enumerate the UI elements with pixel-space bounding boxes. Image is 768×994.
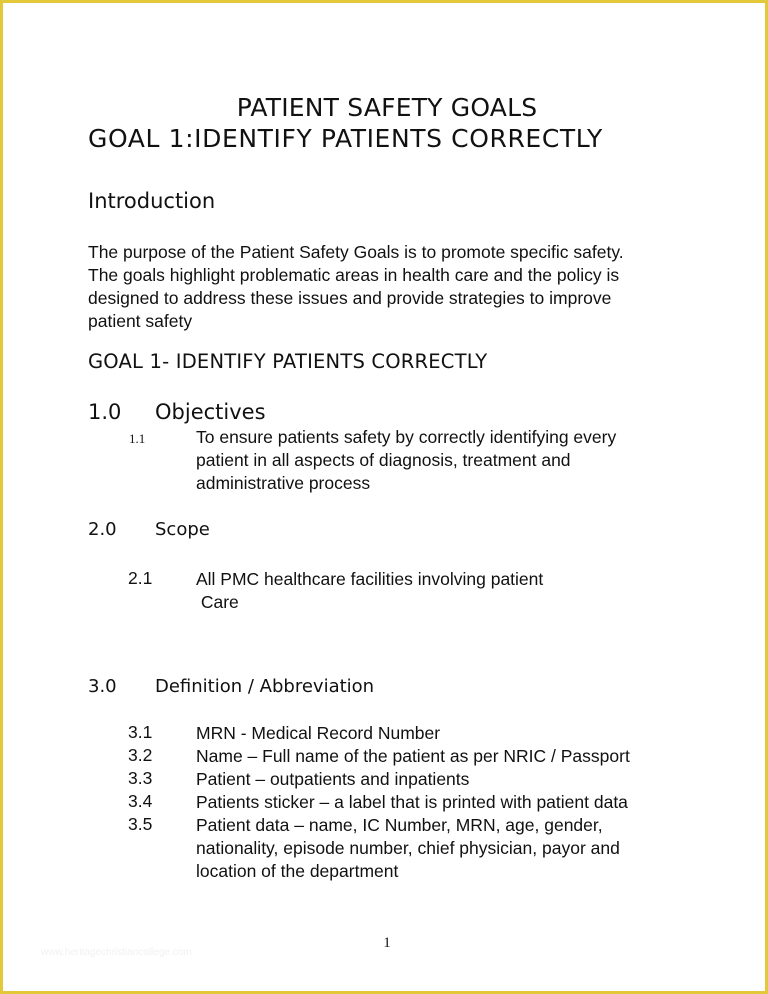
item-line: location of the department xyxy=(196,861,399,881)
item-number-3-4: 3.4 xyxy=(128,791,153,811)
intro-line: The purpose of the Patient Safety Goals is to promote specific safety. xyxy=(88,242,624,262)
section-number-scope: 2.0 xyxy=(88,519,117,540)
item-text-3-2 xyxy=(196,745,630,768)
item-text-3-3 xyxy=(196,768,469,791)
section-title-scope: Scope xyxy=(155,519,210,540)
goal-heading: GOAL 1- IDENTIFY PATIENTS CORRECTLY xyxy=(88,350,488,373)
item-line: nationality, episode number, chief physician, payor and xyxy=(196,838,620,858)
document-subtitle: GOAL 1:IDENTIFY PATIENTS CORRECTLY xyxy=(88,124,603,153)
document-title: PATIENT SAFETY GOALS xyxy=(236,93,538,122)
item-number-1-1: 1.1 xyxy=(129,431,146,446)
item-text-2-1 xyxy=(196,568,543,614)
introduction-heading: Introduction xyxy=(88,189,216,213)
item-line: administrative process xyxy=(196,473,371,493)
page-number: 1 xyxy=(383,935,391,951)
section-title-definitions: Definition / Abbreviation xyxy=(155,676,375,697)
item-line: Patients sticker – a label that is printed with patient data xyxy=(196,792,628,812)
intro-line: patient safety xyxy=(88,311,193,331)
section-number-objectives: 1.0 xyxy=(88,400,122,424)
item-number-3-1: 3.1 xyxy=(128,722,153,742)
item-number-2-1: 2.1 xyxy=(128,568,153,588)
item-number-3-3: 3.3 xyxy=(128,768,153,788)
item-line: All PMC healthcare facilities involving patient xyxy=(196,569,544,589)
section-title-objectives: Objectives xyxy=(155,400,266,424)
item-line: To ensure patients safety by correctly identifying every xyxy=(196,427,617,447)
intro-line: designed to address these issues and provide strategies to improve xyxy=(88,288,612,308)
item-line: Patient – outpatients and inpatients xyxy=(196,769,470,789)
item-line: Name – Full name of the patient as per NRIC / Passport xyxy=(196,746,630,766)
item-text-3-4 xyxy=(196,791,628,814)
item-number-3-2: 3.2 xyxy=(128,745,153,765)
item-text-3-1 xyxy=(196,722,440,745)
item-line: Patient data – name, IC Number, MRN, age, gender, xyxy=(196,815,603,835)
introduction-paragraph xyxy=(88,241,624,333)
item-text-1-1 xyxy=(196,426,616,495)
intro-line: The goals highlight problematic areas in health care and the policy is xyxy=(88,265,620,285)
item-line: patient in all aspects of diagnosis, treatment and xyxy=(196,450,571,470)
item-line: MRN - Medical Record Number xyxy=(196,723,441,743)
item-text-3-5 xyxy=(196,814,620,883)
item-line: Care xyxy=(196,592,239,612)
item-number-3-5: 3.5 xyxy=(128,814,153,834)
watermark-text: www.heritagechristiancollege.com xyxy=(41,947,192,958)
section-number-definitions: 3.0 xyxy=(88,676,117,697)
